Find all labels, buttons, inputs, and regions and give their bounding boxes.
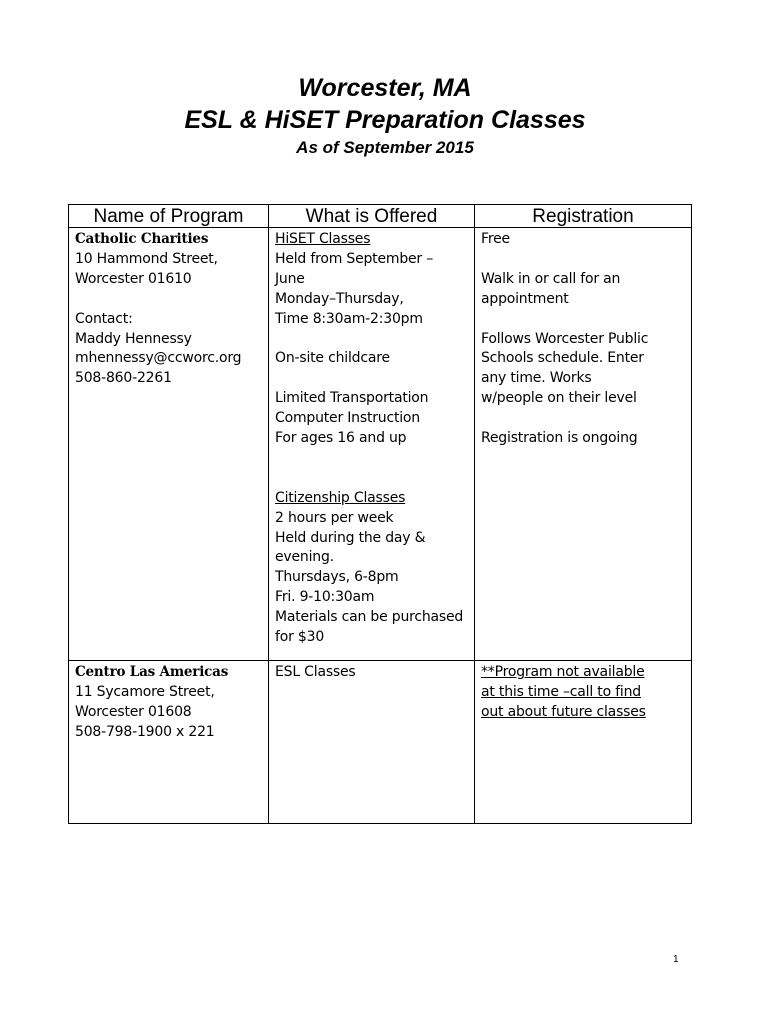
address-line: Worcester 01610 (75, 270, 192, 287)
registration-cost: Free (481, 231, 510, 247)
spacer (275, 330, 468, 350)
registration-line: appointment (481, 290, 569, 307)
offer-line: Limited Transportation (275, 390, 429, 407)
offer-line: Held during the day & (275, 529, 426, 546)
registration-line: w/people on their level (481, 390, 637, 407)
document-subtitle: As of September 2015 (296, 138, 474, 157)
table-row-centro-las-americas (69, 661, 692, 824)
offer-line: Time 8:30am-2:30pm (275, 310, 423, 327)
offer-line: Fri. 9-10:30am (275, 589, 375, 606)
offer-line: Materials can be purchased (275, 609, 464, 626)
offer-line: for $30 (275, 629, 325, 646)
table-row-catholic-charities (69, 228, 692, 661)
offer-line: June (275, 270, 305, 287)
spacer (481, 310, 685, 330)
registration-notice: at this time –call to find (481, 683, 641, 700)
spacer (481, 409, 685, 429)
registration-line: Registration is ongoing (481, 430, 638, 447)
registration-line: Follows Worcester Public (481, 330, 649, 347)
column-header-program-name: Name of Program (69, 205, 269, 228)
offer-line: Computer Instruction (275, 410, 420, 427)
cell-what-offered (269, 228, 475, 661)
contact-email: mhennessy@ccworc.org (75, 350, 242, 367)
column-header-what-offered: What is Offered (269, 205, 475, 228)
registration-line: Schools schedule. Enter (481, 350, 644, 367)
page-number: 1 (673, 954, 679, 965)
cell-registration (475, 661, 692, 824)
table-header-row (69, 205, 692, 228)
registration-notice: **Program not available (481, 664, 645, 680)
registration-line: Walk in or call for an (481, 270, 621, 287)
cell-what-offered (269, 661, 475, 824)
spacer (275, 449, 468, 469)
document-title-block (0, 72, 770, 160)
offer-line: Monday–Thursday, (275, 290, 404, 307)
offer-line: evening. (275, 549, 334, 566)
offer-line: For ages 16 and up (275, 430, 407, 447)
cell-registration (475, 228, 692, 661)
document-title-line2: ESL & HiSET Preparation Classes (184, 106, 586, 134)
spacer (481, 250, 685, 270)
offer-line: Thursdays, 6-8pm (275, 569, 399, 586)
org-name: Catholic Charities (75, 231, 209, 247)
contact-phone: 508-860-2261 (75, 370, 172, 387)
address-line: 11 Sycamore Street, (75, 683, 215, 700)
citizenship-classes-heading: Citizenship Classes (275, 489, 406, 506)
contact-name: Maddy Hennessy (75, 330, 192, 347)
registration-line: any time. Works (481, 370, 592, 387)
cell-program-name (69, 228, 269, 661)
offer-line: Held from September – (275, 250, 434, 267)
spacer (75, 290, 262, 310)
hiset-classes-heading: HiSET Classes (275, 231, 371, 247)
spacer (275, 369, 468, 389)
contact-phone: 508-798-1900 x 221 (75, 723, 215, 740)
contact-label: Contact: (75, 310, 133, 327)
spacer (275, 469, 468, 489)
offer-line: ESL Classes (275, 664, 356, 680)
cell-program-name (69, 661, 269, 824)
address-line: 10 Hammond Street, (75, 250, 218, 267)
offer-line: 2 hours per week (275, 509, 394, 526)
offer-line: On-site childcare (275, 350, 390, 367)
org-name: Centro Las Americas (75, 664, 229, 680)
address-line: Worcester 01608 (75, 703, 192, 720)
column-header-registration: Registration (475, 205, 692, 228)
document-title-line1: Worcester, MA (298, 74, 472, 102)
programs-table (68, 204, 692, 824)
registration-notice: out about future classes (481, 703, 646, 720)
